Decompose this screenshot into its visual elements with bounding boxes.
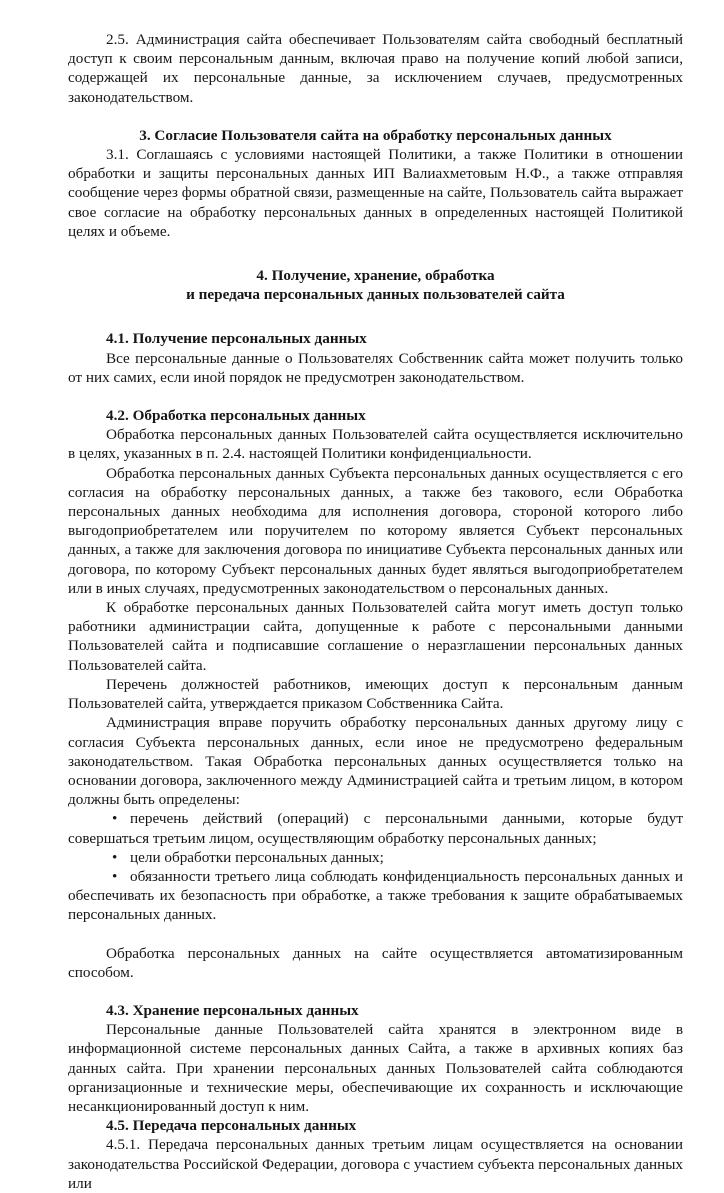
paragraph-4-2-f: Обработка персональных данных на сайте осуществляется автоматизированным способом. (68, 944, 683, 981)
list-item-label: перечень действий (операций) с персональными данными, которые будут совершаться третьим лицом, осуществляющим обработку персональных данных; (68, 810, 683, 847)
list-item (68, 848, 683, 867)
list-item (68, 867, 683, 925)
list-item (68, 809, 683, 847)
spacer (68, 107, 683, 126)
heading-section-4-line-1: 4. Получение, хранение, обработка (256, 267, 495, 285)
heading-section-3: 3. Согласие Пользователя сайта на обработку персональных данных (139, 126, 612, 144)
paragraph-4-2-a: Обработка персональных данных Пользователей сайта осуществляется исключительно в целях, указанных в п. 2.4. настоящей Политики конфиденциальности. (68, 426, 683, 463)
paragraph-4-3: Персональные данные Пользователей сайта хранятся в электронном виде в информационной системе персональных данных Сайта, а также в архивных копиях баз данных сайта. При хранении персональных данных Пользователей сайта соблюдаются организационные и технические меры, обеспечивающие их сохранность и исключающие несанкционированный доступ к ним. (68, 1021, 683, 1115)
heading-4-1: 4.1. Получение персональных данных (106, 330, 367, 348)
spacer (68, 982, 683, 1001)
spacer (68, 304, 683, 329)
paragraph-4-2-b: Обработка персональных данных Субъекта персональных данных осуществляется с его согласия на обработку персональных данных, а также без такового, если Обработка персональных данных необходима для исполнения договора, стороной которого либо выгодоприобретателем или поручителем по которому является Субъект персональных данных, а также для заключения договора по инициативе Субъекта персональных данных или договора, по которому Субъект персональных данных будет являться выгодоприобретателем или в иных случаях, предусмотренных законодательством о персональных данных. (68, 464, 683, 597)
spacer (68, 925, 683, 944)
spacer (68, 241, 683, 266)
paragraph-4-5-1: 4.5.1. Передача персональных данных третьим лицам осуществляется на основании законодательства Российской Федерации, договора с участием субъекта персональных данных или (68, 1136, 683, 1192)
paragraph-4-2-d: Перечень должностей работников, имеющих доступ к персональным данным Пользователей сайта, утверждается приказом Собственника Сайта. (68, 675, 683, 713)
paragraph-3-1: 3.1. Соглашаясь с условиями настоящей Политики, а также Политики в отношении обработки и защиты персональных данных ИП Валиахметовым Н.Ф., а также отправляя сообщение через формы обратной связи, размещенные на сайте, Пользователь сайта выражает свое согласие на обработку персональных данных в определенных настоящей Политикой целях и объеме. (68, 146, 683, 240)
heading-4-2: 4.2. Обработка персональных данных (106, 407, 366, 425)
paragraph-2-5: 2.5. Администрация сайта обеспечивает Пользователям сайта свободный бесплатный доступ к своим персональным данным, включая право на получение копий любой записи, содержащей их персональные данные, за исключением случаев, предусмотренных законодательством. (68, 31, 683, 106)
spacer (68, 387, 683, 406)
list-item-label: обязанности третьего лица соблюдать конфиденциальность персональных данных и обеспечивать их безопасность при обработке, а также требования к защите обрабатываемых персональных данных. (68, 867, 683, 924)
heading-4-3: 4.3. Хранение персональных данных (106, 1001, 359, 1019)
paragraph-4-2-e: Администрация вправе поручить обработку персональных данных другому лицу с согласия Субъекта персональных данных, если иное не предусмотрено федеральным законодательством. Такая Обработка персональных данных осуществляется только на основании договора, заключенного между Администрацией сайта и третьим лицом, в котором должны быть определены: (68, 714, 683, 809)
paragraph-4-2-c: К обработке персональных данных Пользователей сайта могут иметь доступ только работники администрации сайта, допущенные к работе с персональными данными Пользователей сайта и подписавшие соглашение о неразглашении персональных данных Пользователей сайта. (68, 599, 683, 674)
bullet-icon: • (112, 867, 118, 885)
list-item-label: цели обработки персональных данных; (130, 848, 384, 866)
bullet-icon: • (112, 848, 118, 866)
bullet-icon: • (112, 810, 118, 828)
heading-section-4-line-2: и передача персональных данных пользователей сайта (186, 286, 565, 304)
heading-4-5: 4.5. Передача персональных данных (106, 1117, 357, 1135)
document-body (68, 30, 683, 1193)
paragraph-4-1: Все персональные данные о Пользователях Собственник сайта может получить только от них самих, если иной порядок не предусмотрен законодательством. (68, 349, 683, 386)
